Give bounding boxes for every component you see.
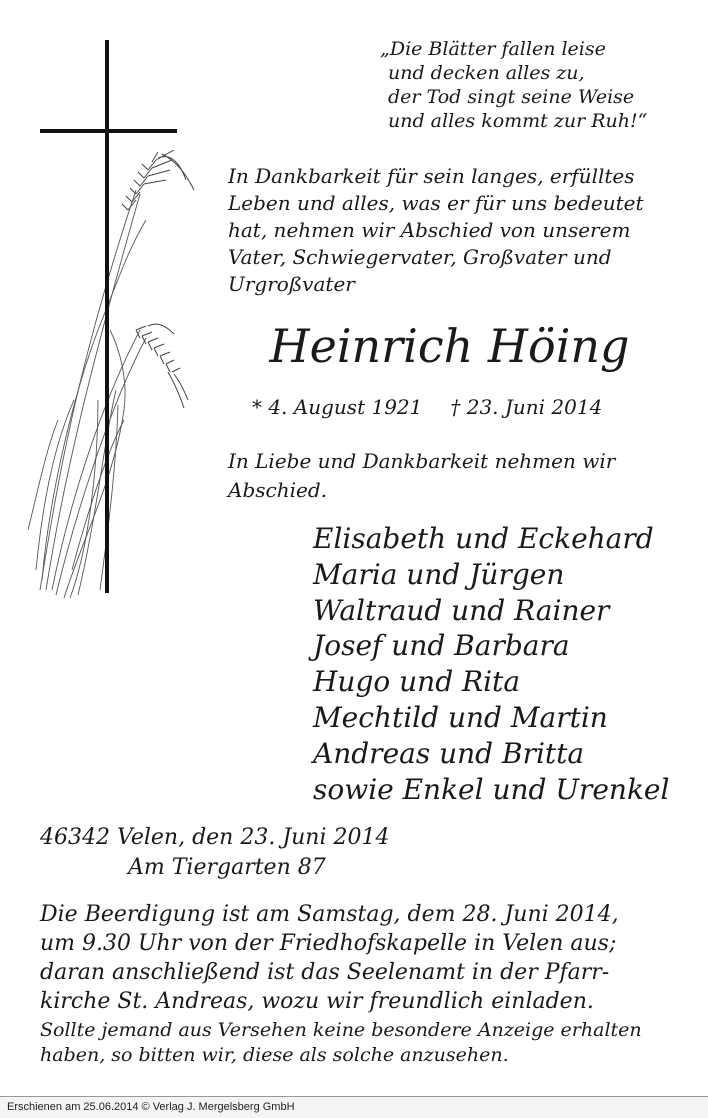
intro-line: Vater, Schwiegervater, Großvater und (228, 245, 612, 269)
death-date: † 23. Juni 2014 (450, 395, 603, 419)
mourner-entry: Josef und Barbara (313, 629, 570, 663)
intro-text (228, 163, 671, 298)
mourner-entry: Maria und Jürgen (313, 557, 565, 591)
farewell-text (228, 447, 671, 505)
poem-line: und alles kommt zur Ruh!“ (388, 110, 648, 132)
funeral-line: kirche St. Andreas, wozu wir freundlich einladen. (40, 989, 594, 1014)
address-block (40, 823, 390, 883)
cross-vertical-beam (105, 40, 109, 593)
farewell-line: Abschied. (228, 478, 327, 502)
notice-line: Sollte jemand aus Versehen keine besondere Anzeige erhalten (40, 1019, 642, 1041)
street-address: Am Tiergarten 87 (128, 855, 326, 880)
poem-line: der Tod singt seine Weise (388, 86, 635, 108)
mourner-entry: sowie Enkel und Urenkel (313, 772, 670, 806)
poem-quote (380, 37, 647, 133)
funeral-line: daran anschließend ist das Seelenamt in der Pfarr- (40, 960, 610, 985)
notice-line: haben, so bitten wir, diese als solche anzusehen. (40, 1044, 509, 1066)
mourner-entry: Mechtild und Martin (313, 700, 608, 734)
intro-line: hat, nehmen wir Abschied von unserem (228, 218, 631, 242)
birth-date: * 4. August 1921 (252, 395, 423, 419)
mourner-entry: Andreas und Britta (313, 736, 585, 770)
poem-line: „Die Blätter fallen leise (380, 38, 606, 60)
wheat-icon (28, 150, 198, 600)
life-dates (252, 393, 602, 421)
intro-line: In Dankbarkeit für sein langes, erfülltes (228, 164, 635, 188)
farewell-line: In Liebe und Dankbarkeit nehmen wir (228, 449, 616, 473)
intro-line: Urgroßvater (228, 272, 355, 296)
mourner-entry: Hugo und Rita (313, 665, 521, 699)
cross-horizontal-beam (40, 129, 177, 133)
poem-line: und decken alles zu, (388, 62, 585, 84)
mourner-entry: Elisabeth und Eckehard (313, 522, 654, 555)
mourner-entry: Waltraud und Rainer (313, 593, 610, 627)
place-date: 46342 Velen, den 23. Juni 2014 (40, 825, 390, 850)
mourners-list (313, 521, 669, 807)
publication-credit: Erschienen am 25.06.2014 © Verlag J. Mergelsberg GmbH (7, 1101, 295, 1113)
intro-line: Leben und alles, was er für uns bedeutet (228, 191, 644, 215)
deceased-name: Heinrich Höing (269, 319, 630, 373)
funeral-line: Die Beerdigung ist am Samstag, dem 28. Juni 2014, (40, 902, 619, 927)
publication-footer (0, 1096, 708, 1118)
funeral-line: um 9.30 Uhr von der Friedhofskapelle in Velen aus; (40, 931, 617, 956)
notice-text (40, 1018, 670, 1068)
funeral-info (40, 900, 670, 1016)
